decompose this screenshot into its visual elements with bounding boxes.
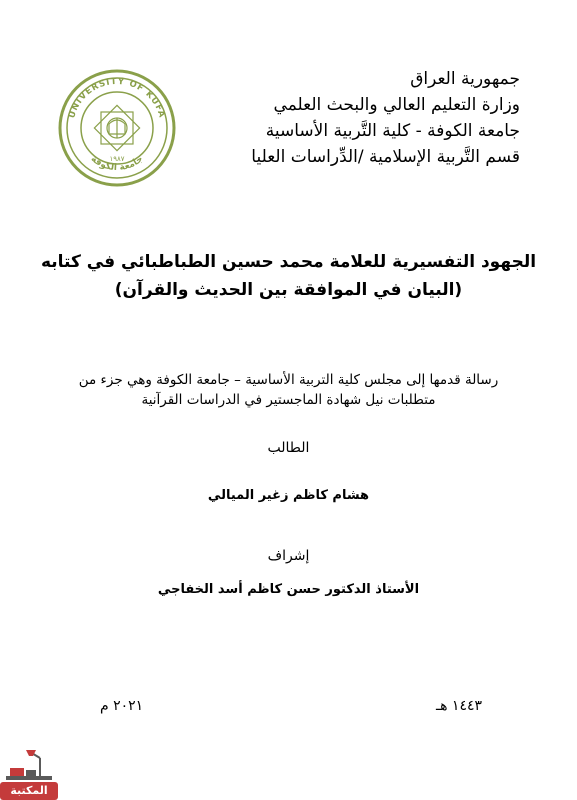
seal-year: ١٩٨٧ [109,155,125,163]
library-watermark [0,746,58,800]
thesis-title-line2: (البيان في الموافقة بين الحديث والقرآن) [114,280,463,300]
student-label: الطالب [267,440,310,456]
header-university: جامعة الكوفة - كلية التَّربية الأساسية [265,121,520,141]
seal-english-text: UNIVERSITY OF KUFA [67,76,167,120]
thesis-purpose [40,370,537,410]
thesis-purpose-line2: متطلبات نيل شهادة الماجستير في الدراسات القرآنية [141,392,436,408]
library-watermark-label: المكتبة [0,782,58,800]
library-lamp-icon [0,746,58,784]
seal-emblem-icon [94,105,139,150]
university-seal-icon [57,68,177,188]
seal-arabic-text: جامعة الكوفة [88,154,146,174]
supervisor-name: الأستاذ الدكتور حسن كاظم أسد الخفاجي [157,582,420,597]
header-country: جمهورية العراق [410,69,520,89]
header-department: قسم التَّربية الإسلامية /الدِّراسات العليا [251,147,520,167]
thesis-title-line1: الجهود التفسيرية للعلامة محمد حسين الطباطبائي في كتابه [40,252,537,272]
date-hijri: ١٤٤٣ هـ [435,698,482,714]
supervision-label: إشراف [267,548,310,564]
institution-header [220,66,520,170]
student-name: هشام كاظم زغير الميالي [207,488,370,503]
thesis-title [40,248,537,304]
thesis-purpose-line1: رسالة قدمها إلى مجلس كلية التربية الأساسية – جامعة الكوفة وهي جزء من [78,372,499,388]
header-ministry: وزارة التعليم العالي والبحث العلمي [273,95,520,115]
date-gregorian: ٢٠٢١ م [100,698,144,714]
